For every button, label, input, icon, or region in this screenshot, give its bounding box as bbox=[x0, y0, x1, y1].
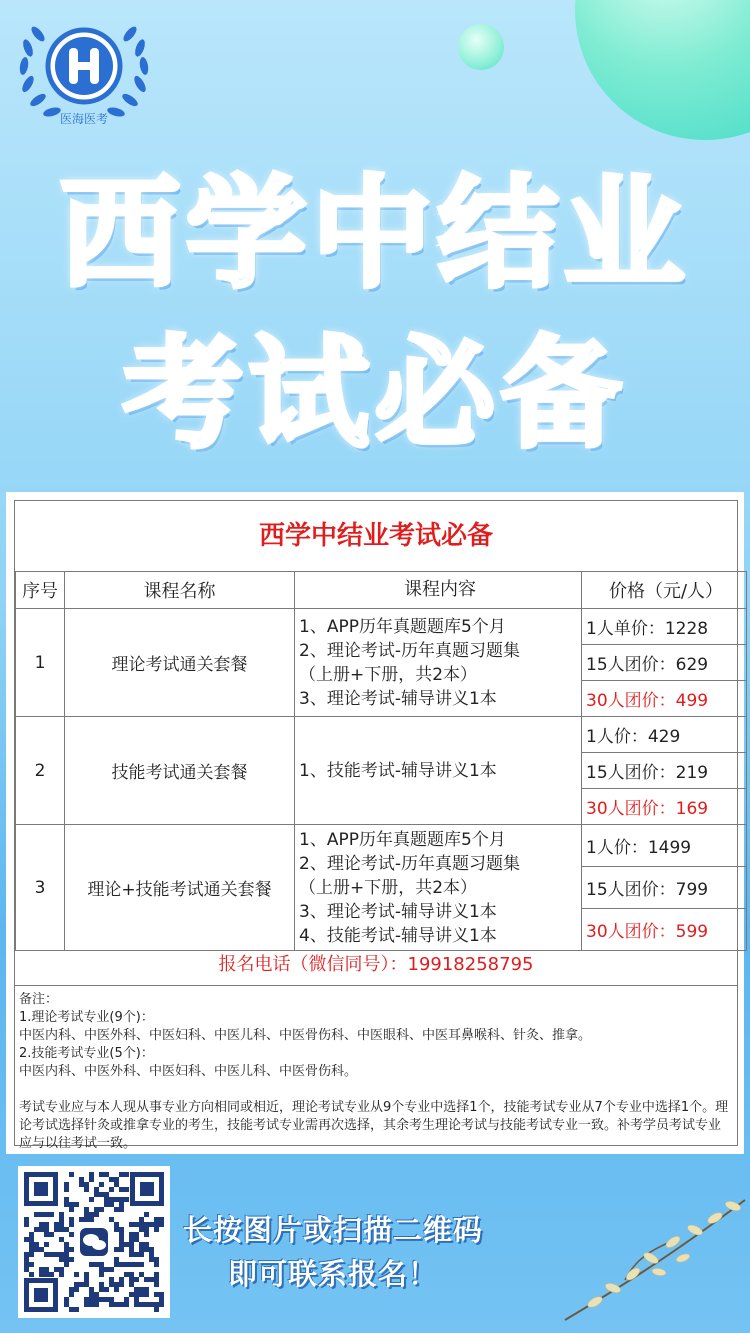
qr-module bbox=[94, 1262, 99, 1267]
table-row bbox=[16, 609, 747, 645]
header-price: 价格（元/人） bbox=[582, 572, 747, 609]
qr-module bbox=[139, 1242, 144, 1247]
qr-module bbox=[34, 1247, 39, 1252]
qr-module bbox=[59, 1237, 64, 1242]
qr-module bbox=[129, 1292, 134, 1297]
qr-module bbox=[149, 1247, 154, 1252]
qr-module bbox=[139, 1272, 144, 1277]
qr-module bbox=[54, 1267, 59, 1272]
qr-module bbox=[129, 1262, 134, 1267]
qr-module bbox=[139, 1252, 144, 1257]
qr-module bbox=[44, 1232, 49, 1237]
qr-module bbox=[99, 1297, 104, 1302]
qr-module bbox=[59, 1272, 64, 1277]
qr-module bbox=[144, 1292, 149, 1297]
qr-module bbox=[109, 1177, 114, 1182]
qr-module bbox=[49, 1272, 54, 1277]
qr-module bbox=[64, 1262, 69, 1267]
content-line: 1、技能考试-辅导讲义1本 bbox=[299, 760, 497, 781]
qr-module bbox=[114, 1282, 119, 1287]
qr-module bbox=[119, 1247, 124, 1252]
qr-module bbox=[149, 1252, 154, 1257]
qr-module bbox=[44, 1212, 49, 1217]
row-num: 3 bbox=[16, 825, 65, 951]
qr-module bbox=[69, 1222, 74, 1227]
qr-module bbox=[139, 1217, 144, 1222]
header-name: 课程名称 bbox=[65, 572, 295, 609]
price-card bbox=[6, 492, 744, 1154]
qr-module bbox=[69, 1247, 74, 1252]
qr-module bbox=[109, 1217, 114, 1222]
qr-module bbox=[154, 1277, 159, 1282]
qr-module bbox=[154, 1307, 159, 1312]
qr-module bbox=[144, 1212, 149, 1217]
qr-module bbox=[54, 1222, 59, 1227]
qr-module bbox=[24, 1217, 29, 1222]
qr-module bbox=[84, 1297, 89, 1302]
qr-module bbox=[129, 1252, 134, 1257]
qr-module bbox=[64, 1202, 69, 1207]
row-content bbox=[295, 609, 582, 717]
qr-module bbox=[74, 1282, 79, 1287]
price-table bbox=[15, 571, 747, 951]
decor-bubble-small bbox=[458, 24, 504, 70]
qr-module bbox=[154, 1302, 159, 1307]
qr-module bbox=[34, 1242, 39, 1247]
content-line: 3、理论考试-辅导讲义1本 bbox=[299, 688, 497, 709]
decor-bubble-large bbox=[575, 0, 750, 140]
qr-module bbox=[64, 1302, 69, 1307]
qr-module bbox=[119, 1237, 124, 1242]
qr-module bbox=[64, 1182, 69, 1187]
qr-module bbox=[89, 1172, 94, 1177]
qr-module bbox=[114, 1227, 119, 1232]
qr-module bbox=[74, 1272, 79, 1277]
qr-module bbox=[39, 1247, 44, 1252]
branch-leaves-icon bbox=[555, 1180, 750, 1330]
qr-module bbox=[39, 1227, 44, 1232]
qr-module bbox=[99, 1287, 104, 1292]
qr-module bbox=[124, 1262, 129, 1267]
row-num: 1 bbox=[16, 609, 65, 717]
qr-module bbox=[134, 1232, 139, 1237]
qr-module bbox=[154, 1217, 159, 1222]
qr-module bbox=[149, 1302, 154, 1307]
qr-module bbox=[59, 1212, 64, 1217]
price-cell: 15人团价：799 bbox=[582, 867, 747, 909]
qr-module bbox=[24, 1222, 29, 1227]
qr-module bbox=[44, 1267, 49, 1272]
qr-module bbox=[134, 1237, 139, 1242]
content-line: 1、APP历年真题题库5个月 bbox=[299, 616, 506, 637]
price-card-frame bbox=[14, 500, 738, 1151]
qr-module bbox=[89, 1177, 94, 1182]
qr-module bbox=[69, 1172, 74, 1177]
price-cell-highlight: 30人团价：599 bbox=[582, 909, 747, 951]
qr-module bbox=[149, 1222, 154, 1227]
table-header-row bbox=[16, 572, 747, 609]
qr-code[interactable] bbox=[18, 1166, 170, 1318]
qr-module bbox=[129, 1247, 134, 1252]
qr-module bbox=[124, 1197, 129, 1202]
qr-module bbox=[119, 1262, 124, 1267]
qr-module bbox=[109, 1277, 114, 1282]
qr-module bbox=[144, 1232, 149, 1237]
qr-module bbox=[74, 1287, 79, 1292]
qr-module bbox=[119, 1202, 124, 1207]
qr-module bbox=[99, 1172, 104, 1177]
qr-module bbox=[129, 1242, 134, 1247]
qr-module bbox=[109, 1267, 114, 1272]
qr-module bbox=[94, 1292, 99, 1297]
qr-module bbox=[44, 1227, 49, 1232]
qr-module bbox=[99, 1182, 104, 1187]
qr-module bbox=[59, 1222, 64, 1227]
qr-module bbox=[64, 1257, 69, 1262]
content-line: 1、APP历年真题题库5个月 bbox=[299, 829, 506, 850]
qr-module bbox=[84, 1272, 89, 1277]
content-line: 2、理论考试-历年真题习题集 bbox=[299, 853, 520, 874]
qr-module bbox=[114, 1197, 119, 1202]
qr-module bbox=[34, 1227, 39, 1232]
qr-module bbox=[139, 1262, 144, 1267]
notes-line: 中医内科、中医外科、中医妇科、中医儿科、中医骨伤科、中医眼科、中医耳鼻喉科、针灸、推拿。 bbox=[19, 1028, 592, 1043]
content-line: （上册+下册，共2本） bbox=[299, 664, 478, 685]
qr-module bbox=[134, 1302, 139, 1307]
qr-module bbox=[109, 1197, 114, 1202]
qr-module bbox=[114, 1302, 119, 1307]
price-cell: 15人团价：219 bbox=[582, 753, 747, 789]
qr-module bbox=[79, 1182, 84, 1187]
qr-module bbox=[134, 1292, 139, 1297]
qr-module bbox=[64, 1297, 69, 1302]
qr-module bbox=[114, 1262, 119, 1267]
qr-module bbox=[109, 1202, 114, 1207]
qr-module bbox=[159, 1217, 164, 1222]
qr-module bbox=[139, 1227, 144, 1232]
qr-module bbox=[99, 1272, 104, 1277]
qr-module bbox=[154, 1282, 159, 1287]
qr-module bbox=[89, 1287, 94, 1292]
table-row bbox=[16, 825, 747, 867]
qr-module bbox=[69, 1207, 74, 1212]
signup-phone: 报名电话（微信同号）：19918258795 bbox=[15, 945, 737, 986]
qr-module bbox=[129, 1222, 134, 1227]
qr-module bbox=[99, 1267, 104, 1272]
qr-module bbox=[99, 1192, 104, 1197]
price-cell: 15人团价：629 bbox=[582, 645, 747, 681]
hero-title-line1: 西学中结业 bbox=[60, 165, 690, 304]
qr-module bbox=[94, 1302, 99, 1307]
notes-line: 中医内科、中医外科、中医妇科、中医儿科、中医骨伤科。 bbox=[19, 1064, 358, 1079]
qr-module bbox=[139, 1247, 144, 1252]
qr-module bbox=[89, 1302, 94, 1307]
cta-line1: 长按图片或扫描二维码 bbox=[183, 1213, 484, 1247]
qr-module bbox=[99, 1207, 104, 1212]
qr-module bbox=[104, 1267, 109, 1272]
qr-module bbox=[24, 1257, 29, 1262]
qr-module bbox=[59, 1252, 64, 1257]
qr-module bbox=[144, 1222, 149, 1227]
table-title: 西学中结业考试必备 bbox=[15, 501, 737, 572]
qr-module bbox=[24, 1267, 29, 1272]
qr-module bbox=[64, 1242, 69, 1247]
qr-module bbox=[29, 1242, 34, 1247]
qr-module bbox=[124, 1242, 129, 1247]
qr-module bbox=[29, 1272, 34, 1277]
qr-module bbox=[124, 1302, 129, 1307]
qr-module bbox=[69, 1292, 74, 1297]
qr-module bbox=[114, 1247, 119, 1252]
qr-module bbox=[109, 1282, 114, 1287]
qr-module bbox=[29, 1247, 34, 1252]
qr-module bbox=[29, 1252, 34, 1257]
row-name: 理论考试通关套餐 bbox=[65, 609, 295, 717]
qr-module bbox=[149, 1277, 154, 1282]
qr-module bbox=[154, 1262, 159, 1267]
qr-module bbox=[114, 1287, 119, 1292]
qr-module bbox=[124, 1272, 129, 1277]
qr-module bbox=[64, 1227, 69, 1232]
qr-module bbox=[69, 1287, 74, 1292]
qr-module bbox=[129, 1282, 134, 1287]
qr-module bbox=[69, 1307, 74, 1312]
qr-module bbox=[39, 1222, 44, 1227]
qr-module bbox=[129, 1237, 134, 1242]
qr-module bbox=[94, 1192, 99, 1197]
row-name: 技能考试通关套餐 bbox=[65, 717, 295, 825]
qr-module bbox=[144, 1287, 149, 1292]
qr-module bbox=[94, 1187, 99, 1192]
hero-title-line2: 考试必备 bbox=[123, 325, 627, 464]
qr-module bbox=[154, 1272, 159, 1277]
qr-module bbox=[114, 1182, 119, 1187]
qr-module bbox=[119, 1207, 124, 1212]
qr-module bbox=[139, 1222, 144, 1227]
qr-module bbox=[154, 1257, 159, 1262]
qr-module bbox=[84, 1187, 89, 1192]
row-num: 2 bbox=[16, 717, 65, 825]
qr-module bbox=[59, 1227, 64, 1232]
qr-module bbox=[74, 1202, 79, 1207]
qr-module bbox=[144, 1227, 149, 1232]
qr-module bbox=[84, 1212, 89, 1217]
content-line: 4、技能考试-辅导讲义1本 bbox=[299, 925, 497, 946]
qr-module bbox=[49, 1212, 54, 1217]
content-line: （上册+下册，共2本） bbox=[299, 877, 478, 898]
qr-module bbox=[129, 1272, 134, 1277]
price-cell: 1人价：1499 bbox=[582, 825, 747, 867]
qr-module bbox=[89, 1292, 94, 1297]
qr-module bbox=[124, 1297, 129, 1302]
qr-module bbox=[109, 1187, 114, 1192]
qr-module bbox=[84, 1217, 89, 1222]
header-num: 序号 bbox=[16, 572, 65, 609]
qr-module bbox=[104, 1172, 109, 1177]
qr-module bbox=[84, 1277, 89, 1282]
qr-module bbox=[89, 1262, 94, 1267]
qr-module bbox=[139, 1287, 144, 1292]
qr-module bbox=[114, 1222, 119, 1227]
qr-module bbox=[119, 1187, 124, 1192]
qr-module bbox=[119, 1242, 124, 1247]
row-content bbox=[295, 825, 582, 951]
qr-module bbox=[129, 1277, 134, 1282]
header-content: 课程内容 bbox=[295, 572, 582, 609]
qr-module bbox=[64, 1197, 69, 1202]
qr-module bbox=[114, 1257, 119, 1262]
price-cell: 1人价：429 bbox=[582, 717, 747, 753]
qr-module bbox=[44, 1242, 49, 1247]
qr-module bbox=[144, 1247, 149, 1252]
qr-module bbox=[29, 1232, 34, 1237]
qr-module bbox=[144, 1302, 149, 1307]
qr-module bbox=[104, 1197, 109, 1202]
qr-module bbox=[59, 1217, 64, 1222]
price-cell: 1人单价：1228 bbox=[582, 609, 747, 645]
footer bbox=[0, 1160, 750, 1333]
qr-module bbox=[84, 1302, 89, 1307]
qr-module bbox=[89, 1212, 94, 1217]
qr-module bbox=[134, 1222, 139, 1227]
qr-module bbox=[94, 1212, 99, 1217]
qr-module bbox=[39, 1212, 44, 1217]
qr-module bbox=[69, 1202, 74, 1207]
qr-module bbox=[94, 1207, 99, 1212]
qr-module bbox=[124, 1187, 129, 1192]
qr-module bbox=[159, 1297, 164, 1302]
qr-module bbox=[64, 1187, 69, 1192]
qr-module bbox=[99, 1282, 104, 1287]
qr-module bbox=[29, 1262, 34, 1267]
qr-module bbox=[69, 1232, 74, 1237]
qr-module bbox=[109, 1297, 114, 1302]
qr-module bbox=[129, 1232, 134, 1237]
qr-module bbox=[49, 1252, 54, 1257]
qr-module bbox=[69, 1257, 74, 1262]
brand-logo bbox=[14, 14, 154, 140]
qr-module bbox=[114, 1177, 119, 1182]
qr-module bbox=[44, 1252, 49, 1257]
notes-line: 2.技能考试专业(5个)： bbox=[19, 1046, 154, 1061]
qr-module bbox=[114, 1207, 119, 1212]
cta-line2: 即可联系报名！ bbox=[228, 1257, 439, 1291]
content-line: 3、理论考试-辅导讲义1本 bbox=[299, 901, 497, 922]
qr-module bbox=[29, 1237, 34, 1242]
price-cell-highlight: 30人团价：499 bbox=[582, 681, 747, 717]
qr-module bbox=[24, 1252, 29, 1257]
qr-module bbox=[139, 1302, 144, 1307]
qr-module bbox=[49, 1232, 54, 1237]
qr-module bbox=[54, 1227, 59, 1232]
qr-module bbox=[44, 1222, 49, 1227]
table-row bbox=[16, 717, 747, 753]
notes-label: 备注： bbox=[19, 992, 59, 1007]
qr-module bbox=[119, 1232, 124, 1237]
qr-module bbox=[159, 1292, 164, 1297]
row-name: 理论+技能考试通关套餐 bbox=[65, 825, 295, 951]
qr-module bbox=[134, 1297, 139, 1302]
qr-module bbox=[159, 1222, 164, 1227]
qr-module bbox=[39, 1267, 44, 1272]
qr-module bbox=[104, 1287, 109, 1292]
qr-module bbox=[59, 1257, 64, 1262]
qr-module bbox=[89, 1217, 94, 1222]
qr-module bbox=[134, 1287, 139, 1292]
qr-module bbox=[79, 1217, 84, 1222]
qr-module bbox=[154, 1222, 159, 1227]
qr-module bbox=[89, 1297, 94, 1302]
qr-module bbox=[34, 1212, 39, 1217]
qr-module bbox=[64, 1252, 69, 1257]
qr-module bbox=[99, 1262, 104, 1267]
qr-module bbox=[119, 1197, 124, 1202]
logo-text: 医海医考 bbox=[59, 112, 108, 126]
qr-module bbox=[119, 1227, 124, 1232]
qr-module bbox=[109, 1302, 114, 1307]
qr-module bbox=[24, 1237, 29, 1242]
qr-module bbox=[159, 1302, 164, 1307]
qr-module bbox=[124, 1172, 129, 1177]
qr-module bbox=[84, 1182, 89, 1187]
qr-module bbox=[119, 1172, 124, 1177]
qr-module bbox=[119, 1277, 124, 1282]
qr-module bbox=[79, 1282, 84, 1287]
qr-module bbox=[59, 1267, 64, 1272]
qr-module bbox=[134, 1252, 139, 1257]
qr-module bbox=[24, 1262, 29, 1267]
price-cell-highlight: 30人团价：169 bbox=[582, 789, 747, 825]
qr-module bbox=[144, 1242, 149, 1247]
qr-module bbox=[94, 1297, 99, 1302]
qr-module bbox=[74, 1307, 79, 1312]
qr-module bbox=[89, 1197, 94, 1202]
qr-module bbox=[104, 1297, 109, 1302]
qr-module bbox=[154, 1292, 159, 1297]
notes-paragraph: 考试专业应与本人现从事专业方向相同或相近，理论考试专业从9个专业中选择1个，技能考试专业从7个专业中选择1个。理论考试选择针灸或推拿专业的考生，技能考试专业需再次选择，其余考生理论考试与技能考试专业一致。补考学员考试专业应与以往考试一致。 bbox=[19, 1100, 729, 1151]
qr-module bbox=[139, 1292, 144, 1297]
row-content bbox=[295, 717, 582, 825]
notes bbox=[19, 991, 731, 1153]
qr-module bbox=[134, 1262, 139, 1267]
qr-module bbox=[119, 1302, 124, 1307]
qr-module bbox=[154, 1227, 159, 1232]
qr-module bbox=[69, 1217, 74, 1222]
qr-module bbox=[84, 1282, 89, 1287]
qr-module bbox=[104, 1192, 109, 1197]
qr-module bbox=[54, 1252, 59, 1257]
qr-module bbox=[144, 1277, 149, 1282]
qr-module bbox=[134, 1277, 139, 1282]
qr-module bbox=[79, 1177, 84, 1182]
qr-module bbox=[64, 1247, 69, 1252]
notes-line: 1.理论考试专业(9个)： bbox=[19, 1010, 154, 1025]
qr-module bbox=[149, 1257, 154, 1262]
content-line: 2、理论考试-历年真题习题集 bbox=[299, 640, 520, 661]
qr-module bbox=[39, 1272, 44, 1277]
qr-module bbox=[119, 1282, 124, 1287]
qr-code-icon bbox=[18, 1166, 170, 1318]
qr-module bbox=[104, 1202, 109, 1207]
qr-module bbox=[44, 1272, 49, 1277]
qr-module bbox=[84, 1207, 89, 1212]
